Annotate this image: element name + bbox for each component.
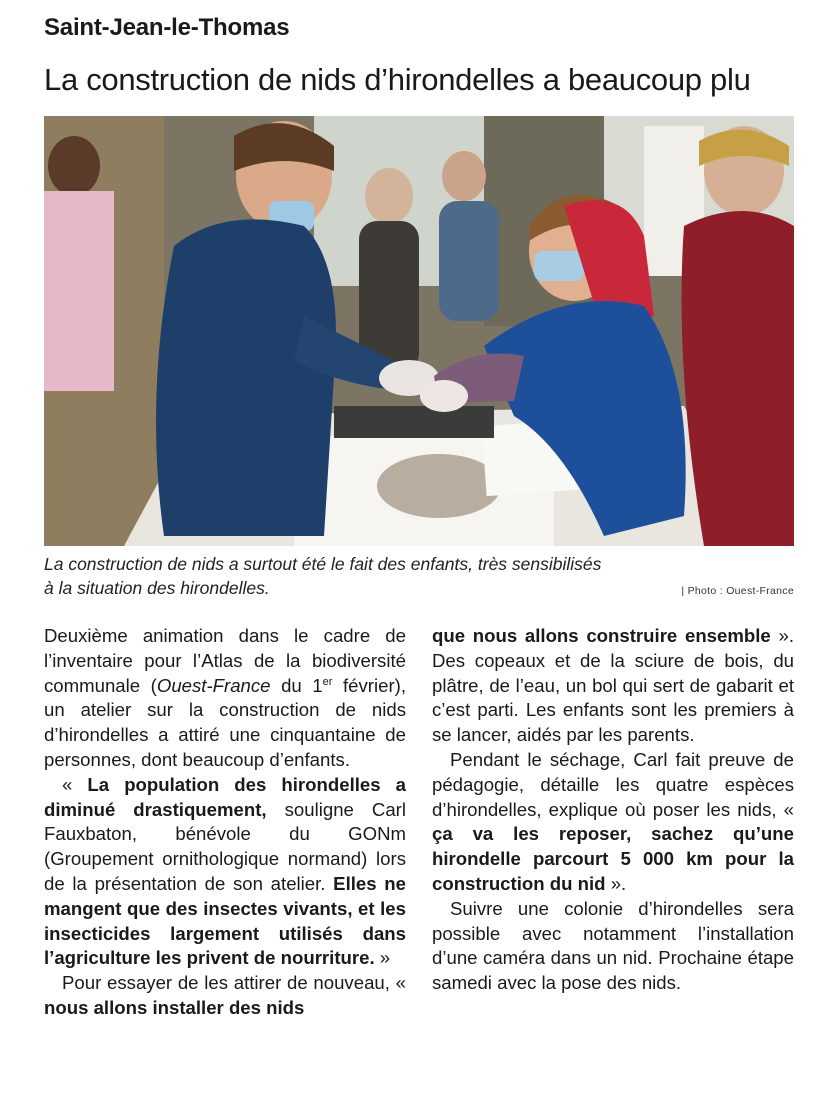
caption-line-2: à la situation des hirondelles. (44, 578, 270, 598)
photo-caption (44, 552, 704, 600)
photo-illustration (44, 116, 794, 546)
paragraph-1 (44, 624, 406, 773)
paragraph-2 (44, 773, 406, 971)
p2-text-mid: souligne Carl Fauxbaton, bénévole du GONm (Groupement ornithologique normand) lors de la présentation de son atelier. (44, 798, 406, 894)
p1-ordinal: er (322, 675, 333, 688)
p2-open-quote: « (62, 773, 88, 795)
paragraph-3 (44, 971, 406, 1021)
article-column-left (44, 624, 406, 1021)
article-headline: La construction de nids d’hirondelles a beaucoup plu (44, 62, 751, 97)
p3-text-rest: ». Des copeaux et de la sciure de bois, du plâtre, de l’eau, un bol qui sert de gabarit et c’est parti. Les enfants sont les premiers à se lancer, aidés par les parents. (432, 625, 794, 746)
p3-text-a: Pour essayer de les attirer de nouveau, « (62, 972, 406, 994)
p4-text-a: Pendant le séchage, Carl fait preuve de pédagogie, détaille les quatre espèces d’hirondelles, explique où poser les nids, « (432, 748, 794, 820)
p4-quote: ça va les reposer, sachez qu’une hirondelle parcourt 5 000 km pour la construction du nid (432, 823, 794, 894)
article-column-right (432, 624, 794, 996)
paragraph-3-continued (432, 624, 794, 748)
p3-quote-end: que nous allons construire ensemble (432, 625, 771, 646)
p2-close-quote: » (374, 947, 391, 969)
p2-quote-2: Elles ne mangent que des insectes vivants, et les insecticides largement utilisés dans l’agriculture les privent de nourriture. (44, 872, 406, 969)
caption-line-1: La construction de nids a surtout été le fait des enfants, très sensibilisés (44, 554, 602, 574)
p1-text-b: du 1 (270, 674, 323, 696)
article-location: Saint-Jean-le-Thomas (44, 14, 290, 41)
paragraph-5: Suivre une colonie d’hirondelles sera possible avec notamment l’installation d’une caméra dans un nid. Prochaine étape samedi avec la pose des nids. (432, 897, 794, 994)
p4-close-quote: ». (605, 872, 627, 894)
paragraph-4 (432, 748, 794, 897)
p3-quote-start: nous allons installer des nids (44, 996, 305, 1018)
p1-text-c: février), un atelier sur la construction de nids d’hirondelles a attiré une cinquantaine de personnes, dont beaucoup d’enfants. (44, 674, 407, 770)
photo-credit: | Photo : Ouest-France (681, 585, 794, 597)
p1-text-a: Deuxième animation dans le cadre de l’inventaire pour l’Atlas de la biodiversité communale ( (44, 625, 406, 696)
article-photo (44, 116, 794, 546)
p1-source-name: Ouest-France (156, 674, 271, 696)
p2-quote-1: La population des hirondelles a diminué drastiquement, (44, 773, 406, 820)
